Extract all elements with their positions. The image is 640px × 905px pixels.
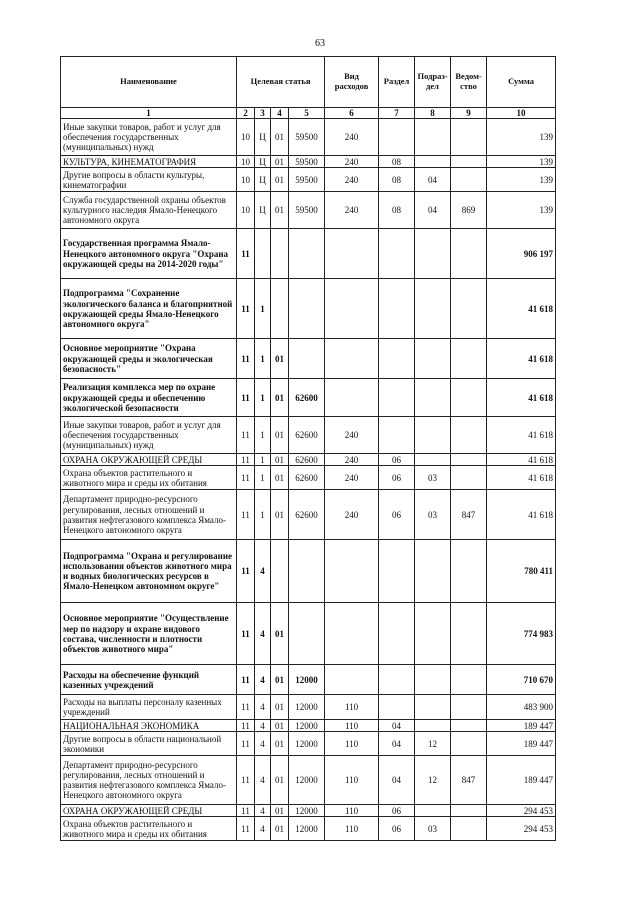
- section-cell: 06: [379, 805, 415, 817]
- sum-cell: 41 618: [487, 417, 556, 454]
- target-code-event: 01: [271, 466, 289, 490]
- header-target-article: Целевая статья: [237, 57, 325, 108]
- target-code-event: 01: [271, 603, 289, 665]
- section-cell: [379, 229, 415, 279]
- target-code-event: 01: [271, 379, 289, 417]
- table-row: [61, 817, 556, 841]
- sum-cell: 41 618: [487, 379, 556, 417]
- section-cell: [379, 540, 415, 603]
- department-cell: [451, 466, 487, 490]
- sum-cell: 483 900: [487, 695, 556, 720]
- header-department: Ведом-ство: [451, 57, 487, 108]
- table-row: [61, 695, 556, 720]
- target-code-event: 01: [271, 192, 289, 229]
- section-cell: [379, 603, 415, 665]
- row-name: Основное мероприятие "Осуществление мер по надзору и охране видового состава, численности и плотности объектов животного мира": [61, 603, 237, 665]
- subsection-cell: [415, 417, 451, 454]
- target-code-direction: 59500: [289, 119, 325, 156]
- department-cell: [451, 339, 487, 379]
- expense-type-cell: [325, 339, 379, 379]
- department-cell: 869: [451, 192, 487, 229]
- table-row: [61, 466, 556, 490]
- target-code-event: 01: [271, 339, 289, 379]
- target-code-event: 01: [271, 732, 289, 756]
- target-code-direction: 62600: [289, 417, 325, 454]
- sum-cell: 189 447: [487, 732, 556, 756]
- expense-type-cell: 110: [325, 732, 379, 756]
- row-name: Реализация комплекса мер по охране окружающей среды и обеспечению экологической безопасности: [61, 379, 237, 417]
- section-cell: 06: [379, 466, 415, 490]
- section-cell: [379, 417, 415, 454]
- target-code-direction: [289, 279, 325, 339]
- section-cell: 04: [379, 732, 415, 756]
- column-number: 10: [487, 108, 556, 119]
- table-row: [61, 454, 556, 466]
- table-row: [61, 490, 556, 540]
- row-name: Департамент природно-ресурсного регулирования, лесных отношений и развития нефтегазового комплекса Ямало-Ненецкого автономного округа: [61, 756, 237, 805]
- target-code-direction: 59500: [289, 156, 325, 168]
- target-code-program: 11: [237, 490, 255, 540]
- sum-cell: 41 618: [487, 279, 556, 339]
- row-name: Департамент природно-ресурсного регулирования, лесных отношений и развития нефтегазового комплекса Ямало-Ненецкого автономного округа: [61, 490, 237, 540]
- subsection-cell: [415, 720, 451, 732]
- department-cell: 847: [451, 756, 487, 805]
- row-name: ОХРАНА ОКРУЖАЮЩЕЙ СРЕДЫ: [61, 454, 237, 466]
- department-cell: [451, 805, 487, 817]
- expense-type-cell: [325, 603, 379, 665]
- sum-cell: 294 453: [487, 805, 556, 817]
- column-number: 2: [237, 108, 255, 119]
- column-number: 6: [325, 108, 379, 119]
- department-cell: [451, 454, 487, 466]
- column-number: 1: [61, 108, 237, 119]
- subsection-cell: 12: [415, 756, 451, 805]
- sum-cell: 139: [487, 168, 556, 192]
- row-name: Охрана объектов растительного и животного мира и среды их обитания: [61, 817, 237, 841]
- section-cell: 06: [379, 454, 415, 466]
- target-code-subprogram: 1: [255, 339, 271, 379]
- table-row: [61, 229, 556, 279]
- section-cell: 04: [379, 720, 415, 732]
- target-code-direction: 12000: [289, 695, 325, 720]
- department-cell: [451, 168, 487, 192]
- subsection-cell: [415, 119, 451, 156]
- sum-cell: 294 453: [487, 817, 556, 841]
- target-code-subprogram: 1: [255, 466, 271, 490]
- section-cell: [379, 379, 415, 417]
- expense-type-cell: 240: [325, 192, 379, 229]
- row-name: Расходы на обеспечение функций казенных учреждений: [61, 665, 237, 695]
- target-code-subprogram: 4: [255, 603, 271, 665]
- row-name: Иные закупки товаров, работ и услуг для обеспечения государственных (муниципальных) нужд: [61, 119, 237, 156]
- table-row: [61, 379, 556, 417]
- subsection-cell: [415, 805, 451, 817]
- sum-cell: 41 618: [487, 466, 556, 490]
- target-code-subprogram: 1: [255, 379, 271, 417]
- target-code-subprogram: 4: [255, 540, 271, 603]
- target-code-event: 01: [271, 417, 289, 454]
- row-name: Охрана объектов растительного и животного мира и среды их обитания: [61, 466, 237, 490]
- target-code-program: 11: [237, 805, 255, 817]
- target-code-program: 11: [237, 720, 255, 732]
- target-code-direction: [289, 540, 325, 603]
- subsection-cell: [415, 339, 451, 379]
- target-code-direction: [289, 229, 325, 279]
- sum-cell: 780 411: [487, 540, 556, 603]
- header-subsection: Подраз-дел: [415, 57, 451, 108]
- column-number: 9: [451, 108, 487, 119]
- target-code-direction: 12000: [289, 720, 325, 732]
- target-code-program: 11: [237, 756, 255, 805]
- target-code-program: 11: [237, 603, 255, 665]
- expense-type-cell: 110: [325, 695, 379, 720]
- table-row: [61, 805, 556, 817]
- target-code-event: 01: [271, 720, 289, 732]
- target-code-program: 10: [237, 156, 255, 168]
- subsection-cell: [415, 279, 451, 339]
- department-cell: [451, 279, 487, 339]
- target-code-subprogram: 4: [255, 756, 271, 805]
- row-name: Подпрограмма "Охрана и регулирование использования объектов животного мира и водных биологических ресурсов в Ямало-Ненецком автономном округе": [61, 540, 237, 603]
- target-code-direction: 12000: [289, 665, 325, 695]
- sum-cell: 189 447: [487, 720, 556, 732]
- target-code-event: 01: [271, 119, 289, 156]
- target-code-event: 01: [271, 817, 289, 841]
- column-number-row: [61, 108, 556, 119]
- sum-cell: 139: [487, 192, 556, 229]
- department-cell: [451, 379, 487, 417]
- table-row: [61, 192, 556, 229]
- table-row: [61, 732, 556, 756]
- sum-cell: 41 618: [487, 339, 556, 379]
- target-code-event: [271, 229, 289, 279]
- expense-type-cell: [325, 229, 379, 279]
- table-row: [61, 603, 556, 665]
- target-code-direction: 59500: [289, 192, 325, 229]
- table-row: [61, 156, 556, 168]
- subsection-cell: 03: [415, 466, 451, 490]
- department-cell: 847: [451, 490, 487, 540]
- target-code-subprogram: Ц: [255, 168, 271, 192]
- expense-type-cell: 110: [325, 817, 379, 841]
- table-header-row: [61, 57, 556, 108]
- table-row: [61, 720, 556, 732]
- page-number: 63: [315, 38, 325, 49]
- target-code-direction: [289, 339, 325, 379]
- target-code-program: 10: [237, 119, 255, 156]
- header-section: Раздел: [379, 57, 415, 108]
- column-number: 3: [255, 108, 271, 119]
- target-code-direction: 59500: [289, 168, 325, 192]
- target-code-event: [271, 540, 289, 603]
- row-name: Подпрограмма "Сохранение экологического баланса и благоприятной окружающей среды Ямало-Ненецкого автономного округа": [61, 279, 237, 339]
- target-code-program: 11: [237, 339, 255, 379]
- target-code-subprogram: 4: [255, 720, 271, 732]
- section-cell: [379, 695, 415, 720]
- subsection-cell: [415, 379, 451, 417]
- section-cell: 08: [379, 156, 415, 168]
- subsection-cell: 03: [415, 490, 451, 540]
- target-code-subprogram: Ц: [255, 119, 271, 156]
- section-cell: [379, 665, 415, 695]
- department-cell: [451, 732, 487, 756]
- header-name: Наименование: [61, 57, 237, 108]
- subsection-cell: [415, 695, 451, 720]
- subsection-cell: [415, 454, 451, 466]
- department-cell: [451, 417, 487, 454]
- subsection-cell: 12: [415, 732, 451, 756]
- target-code-event: 01: [271, 805, 289, 817]
- subsection-cell: [415, 665, 451, 695]
- row-name: Другие вопросы в области культуры, кинематографии: [61, 168, 237, 192]
- section-cell: [379, 119, 415, 156]
- subsection-cell: 04: [415, 168, 451, 192]
- column-number: 7: [379, 108, 415, 119]
- target-code-program: 11: [237, 817, 255, 841]
- expense-type-cell: 240: [325, 466, 379, 490]
- target-code-subprogram: 4: [255, 817, 271, 841]
- expense-type-cell: [325, 279, 379, 339]
- subsection-cell: 04: [415, 192, 451, 229]
- section-cell: 04: [379, 756, 415, 805]
- target-code-program: 11: [237, 665, 255, 695]
- department-cell: [451, 119, 487, 156]
- section-cell: 06: [379, 490, 415, 540]
- target-code-program: 11: [237, 695, 255, 720]
- target-code-direction: 12000: [289, 817, 325, 841]
- target-code-direction: 62600: [289, 454, 325, 466]
- row-name: Основное мероприятие "Охрана окружающей среды и экологическая безопасность": [61, 339, 237, 379]
- expense-type-cell: 240: [325, 119, 379, 156]
- expense-type-cell: [325, 665, 379, 695]
- department-cell: [451, 817, 487, 841]
- sum-cell: 139: [487, 156, 556, 168]
- target-code-subprogram: 1: [255, 417, 271, 454]
- sum-cell: 41 618: [487, 454, 556, 466]
- header-sum: Сумма: [487, 57, 556, 108]
- department-cell: [451, 603, 487, 665]
- target-code-direction: 12000: [289, 756, 325, 805]
- subsection-cell: [415, 156, 451, 168]
- target-code-event: 01: [271, 695, 289, 720]
- target-code-program: 11: [237, 229, 255, 279]
- target-code-subprogram: Ц: [255, 192, 271, 229]
- department-cell: [451, 720, 487, 732]
- expense-type-cell: 110: [325, 756, 379, 805]
- table-row: [61, 168, 556, 192]
- target-code-direction: [289, 603, 325, 665]
- expense-type-cell: 240: [325, 490, 379, 540]
- target-code-event: 01: [271, 756, 289, 805]
- expense-type-cell: 110: [325, 805, 379, 817]
- section-cell: 08: [379, 168, 415, 192]
- table-row: [61, 756, 556, 805]
- target-code-subprogram: 4: [255, 805, 271, 817]
- target-code-program: 10: [237, 192, 255, 229]
- expense-type-cell: 240: [325, 417, 379, 454]
- target-code-program: 11: [237, 454, 255, 466]
- row-name: Иные закупки товаров, работ и услуг для обеспечения государственных (муниципальных) нужд: [61, 417, 237, 454]
- subsection-cell: [415, 603, 451, 665]
- section-cell: [379, 279, 415, 339]
- target-code-event: 01: [271, 665, 289, 695]
- row-name: ОХРАНА ОКРУЖАЮЩЕЙ СРЕДЫ: [61, 805, 237, 817]
- sum-cell: 41 618: [487, 490, 556, 540]
- section-cell: [379, 339, 415, 379]
- target-code-program: 11: [237, 540, 255, 603]
- table-body: [61, 119, 556, 841]
- target-code-direction: 12000: [289, 805, 325, 817]
- subsection-cell: [415, 229, 451, 279]
- row-name: Государственная программа Ямало-Ненецкого автономного округа "Охрана окружающей среды на 2014-2020 годы": [61, 229, 237, 279]
- department-cell: [451, 695, 487, 720]
- target-code-subprogram: Ц: [255, 156, 271, 168]
- subsection-cell: 03: [415, 817, 451, 841]
- expense-type-cell: 240: [325, 168, 379, 192]
- column-number: 4: [271, 108, 289, 119]
- row-name: НАЦИОНАЛЬНАЯ ЭКОНОМИКА: [61, 720, 237, 732]
- target-code-direction: 62600: [289, 466, 325, 490]
- target-code-subprogram: 4: [255, 665, 271, 695]
- sum-cell: 774 983: [487, 603, 556, 665]
- row-name: Служба государственной охраны объектов культурного наследия Ямало-Ненецкого автономного округа: [61, 192, 237, 229]
- target-code-event: 01: [271, 168, 289, 192]
- expense-type-cell: [325, 379, 379, 417]
- table-row: [61, 279, 556, 339]
- target-code-event: [271, 279, 289, 339]
- target-code-event: 01: [271, 490, 289, 540]
- table-row: [61, 339, 556, 379]
- target-code-direction: 62600: [289, 490, 325, 540]
- column-number: 5: [289, 108, 325, 119]
- row-name: Другие вопросы в области национальной экономики: [61, 732, 237, 756]
- header-expense-type: Вид расходов: [325, 57, 379, 108]
- target-code-event: 01: [271, 454, 289, 466]
- department-cell: [451, 156, 487, 168]
- expense-type-cell: 240: [325, 156, 379, 168]
- expense-type-cell: [325, 540, 379, 603]
- target-code-subprogram: 1: [255, 454, 271, 466]
- target-code-subprogram: 1: [255, 490, 271, 540]
- sum-cell: 710 670: [487, 665, 556, 695]
- table-row: [61, 417, 556, 454]
- row-name: КУЛЬТУРА, КИНЕМАТОГРАФИЯ: [61, 156, 237, 168]
- department-cell: [451, 229, 487, 279]
- sum-cell: 139: [487, 119, 556, 156]
- row-name: Расходы на выплаты персоналу казенных учреждений: [61, 695, 237, 720]
- column-number: 8: [415, 108, 451, 119]
- expense-type-cell: 240: [325, 454, 379, 466]
- target-code-program: 10: [237, 168, 255, 192]
- target-code-program: 11: [237, 466, 255, 490]
- section-cell: 08: [379, 192, 415, 229]
- department-cell: [451, 665, 487, 695]
- target-code-event: 01: [271, 156, 289, 168]
- table-row: [61, 540, 556, 603]
- table-row: [61, 665, 556, 695]
- section-cell: 06: [379, 817, 415, 841]
- target-code-subprogram: 4: [255, 732, 271, 756]
- target-code-program: 11: [237, 417, 255, 454]
- target-code-direction: 62600: [289, 379, 325, 417]
- sum-cell: 189 447: [487, 756, 556, 805]
- target-code-program: 11: [237, 279, 255, 339]
- department-cell: [451, 540, 487, 603]
- target-code-subprogram: 4: [255, 695, 271, 720]
- expense-type-cell: 110: [325, 720, 379, 732]
- subsection-cell: [415, 540, 451, 603]
- sum-cell: 906 197: [487, 229, 556, 279]
- target-code-subprogram: [255, 229, 271, 279]
- budget-table: [60, 56, 556, 841]
- target-code-program: 11: [237, 379, 255, 417]
- target-code-direction: 12000: [289, 732, 325, 756]
- table-row: [61, 119, 556, 156]
- target-code-subprogram: 1: [255, 279, 271, 339]
- target-code-program: 11: [237, 732, 255, 756]
